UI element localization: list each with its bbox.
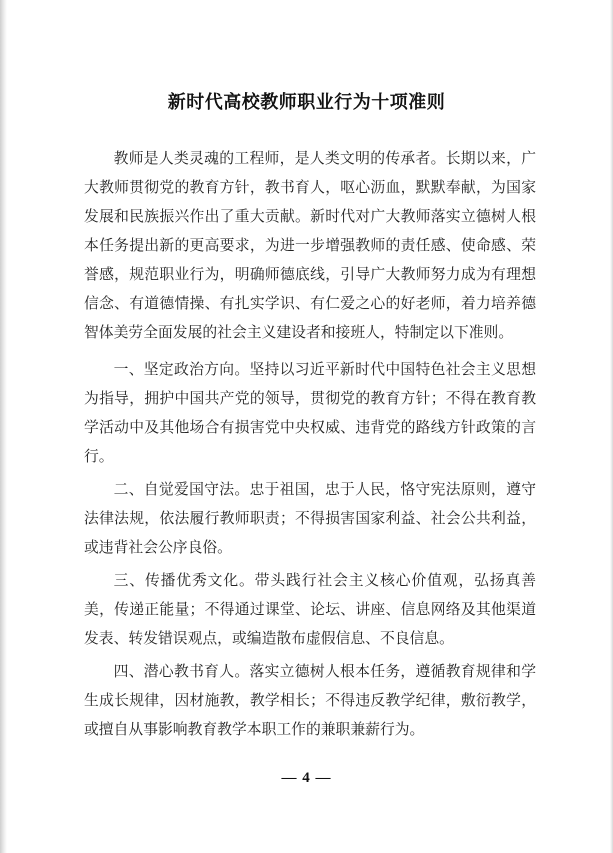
intro-paragraph: 教师是人类灵魂的工程师，是人类文明的传承者。长期以来，广大教师贯彻党的教育方针，教书育人，呕心沥血，默默奉献，为国家发展和民族振兴作出了重大贡献。新时代对广大教师落实立德树人根本任务提出新的更高要求，为进一步增强教师的责任感、使命感、荣誉感，规范职业行为，明确师德底线，引导广大教师努力成为有理想信念、有道德情操、有扎实学识、有仁爱之心的好老师，着力培养德智体美劳全面发展的社会主义建设者和接班人，特制定以下准则。 (84, 150, 536, 341)
document-title: 新时代高校教师职业行为十项准则 (167, 92, 446, 113)
page-number: — 4 — (281, 770, 332, 786)
rule-paragraph-4: 四、潜心教书育人。落实立德树人根本任务，遵循教育规律和学生成长规律，因材施教，教学相长；不得违反教学纪律，敷衍教学，或擅自从事影响教育教学本职工作的兼职兼薪行为。 (84, 663, 536, 738)
rule-paragraph-1: 一、坚定政治方向。坚持以习近平新时代中国特色社会主义思想为指导，拥护中国共产党的领导，贯彻党的教育方针；不得在教育教学活动中及其他场合有损害党中央权威、违背党的路线方针政策的言行。 (84, 361, 536, 465)
rule-paragraph-3: 三、传播优秀文化。带头践行社会主义核心价值观，弘扬真善美，传递正能量；不得通过课堂、论坛、讲座、信息网络及其他渠道发表、转发错误观点，或编造散布虚假信息、不良信息。 (84, 572, 536, 647)
document-body (84, 144, 536, 748)
scan-edge-left (0, 0, 7, 853)
rule-paragraph-2: 二、自觉爱国守法。忠于祖国，忠于人民，恪守宪法原则，遵守法律法规，依法履行教师职责；不得损害国家利益、社会公共利益，或违背社会公序良俗。 (84, 481, 536, 556)
